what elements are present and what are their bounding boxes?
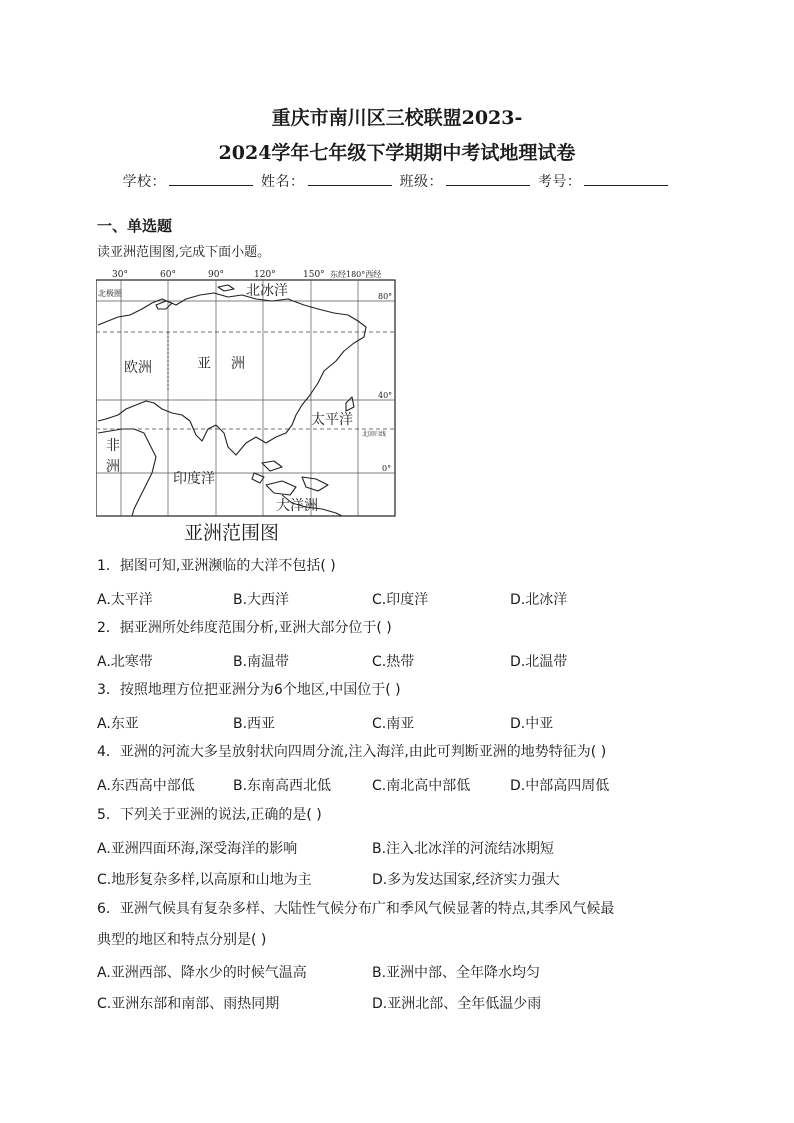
class-blank[interactable]	[446, 173, 530, 186]
section-title: 一、单选题	[97, 217, 173, 235]
q2-option-a[interactable]: A.北寒带	[97, 654, 153, 670]
lon-label-30: 30°	[112, 270, 128, 280]
q2-option-d[interactable]: D.北温带	[510, 654, 568, 670]
lon-label-90: 90°	[208, 270, 224, 280]
q3-option-c[interactable]: C.南亚	[372, 716, 415, 732]
q4-option-b[interactable]: B.东南高西北低	[233, 778, 332, 794]
name-blank[interactable]	[308, 173, 392, 186]
map-caption: 亚洲范围图	[184, 522, 280, 544]
lon-label-60: 60°	[160, 270, 176, 280]
arctic-ocean-label: 北冰洋	[246, 283, 288, 299]
lon-label-120: 120°	[254, 270, 276, 280]
q5-option-d[interactable]: D.多为发达国家,经济实力强大	[372, 872, 560, 888]
lat-label-40: 40°	[378, 391, 393, 400]
student-info-line	[0, 171, 794, 191]
asia-map	[96, 265, 396, 517]
question-4: 4．亚洲的河流大多呈放射状向四周分流,注入海洋,由此可判断亚洲的地势特征为( )	[97, 744, 607, 760]
lon-label-150: 150°	[303, 270, 325, 280]
q5-option-c[interactable]: C.地形复杂多样,以高原和山地为主	[97, 872, 312, 888]
africa-label-2: 洲	[106, 459, 120, 475]
q4-option-a[interactable]: A.东西高中部低	[97, 778, 195, 794]
q4-option-d[interactable]: D.中部高四周低	[510, 778, 610, 794]
lat-label-80: 80°	[378, 292, 393, 301]
q6-option-c[interactable]: C.亚洲东部和南部、雨热同期	[97, 996, 280, 1012]
question-2: 2．据亚洲所处纬度范围分析,亚洲大部分位于( )	[97, 620, 392, 636]
exam-title-line1: 重庆市南川区三校联盟2023-	[271, 107, 523, 129]
q6-option-d[interactable]: D.亚洲北部、全年低温少雨	[372, 996, 542, 1012]
africa-label-1: 非	[106, 438, 120, 454]
question-3: 3．按照地理方位把亚洲分为6个地区,中国位于( )	[97, 682, 401, 698]
question-6-line2: 典型的地区和特点分别是( )	[97, 932, 267, 948]
q1-option-b[interactable]: B.大西洋	[233, 592, 290, 608]
q5-option-b[interactable]: B.注入北冰洋的河流结冰期短	[372, 841, 555, 857]
q2-option-c[interactable]: C.热带	[372, 654, 415, 670]
class-label: 班级：	[399, 174, 443, 190]
exam-number-blank[interactable]	[584, 173, 668, 186]
school-blank[interactable]	[169, 173, 253, 186]
indian-ocean-label: 印度洋	[173, 471, 215, 487]
q6-option-b[interactable]: B.亚洲中部、全年降水均匀	[372, 965, 541, 981]
q4-option-c[interactable]: C.南北高中部低	[372, 778, 471, 794]
q1-option-d[interactable]: D.北冰洋	[510, 592, 568, 608]
question-1: 1．据图可知,亚洲濒临的大洋不包括( )	[97, 558, 336, 574]
q1-option-c[interactable]: C.印度洋	[372, 592, 429, 608]
q2-option-b[interactable]: B.南温带	[233, 654, 290, 670]
asia-label-1: 亚	[197, 356, 211, 372]
oceania-label: 大洋洲	[276, 498, 318, 514]
lon-label-180: 东经180°西经	[330, 270, 382, 279]
q6-option-a[interactable]: A.亚洲西部、降水少的时候气温高	[97, 965, 307, 981]
school-label: 学校：	[122, 174, 167, 190]
tropic-label: 北回归线	[362, 431, 387, 438]
section-instruction: 读亚洲范围图,完成下面小题。	[97, 245, 271, 260]
q3-option-b[interactable]: B.西亚	[233, 716, 276, 732]
arctic-circle-label: 北极圈	[98, 289, 122, 298]
q1-option-a[interactable]: A.太平洋	[97, 592, 153, 608]
pacific-ocean-label: 太平洋	[311, 412, 353, 428]
q3-option-a[interactable]: A.东亚	[97, 716, 139, 732]
asia-label-2: 洲	[231, 356, 245, 372]
exam-number-label: 考号：	[537, 174, 582, 190]
question-5: 5．下列关于亚洲的说法,正确的是( )	[97, 807, 322, 823]
exam-title-line2: 2024学年七年级下学期期中考试地理试卷	[218, 142, 576, 164]
lat-label-0: 0°	[382, 464, 392, 473]
europe-label: 欧洲	[124, 360, 152, 376]
question-6-line1: 6．亚洲气候具有复杂多样、大陆性气候分布广和季风气候显著的特点,其季风气候最	[97, 901, 615, 917]
q3-option-d[interactable]: D.中亚	[510, 716, 554, 732]
name-label: 姓名：	[261, 174, 305, 190]
q5-option-a[interactable]: A.亚洲四面环海,深受海洋的影响	[97, 841, 298, 857]
